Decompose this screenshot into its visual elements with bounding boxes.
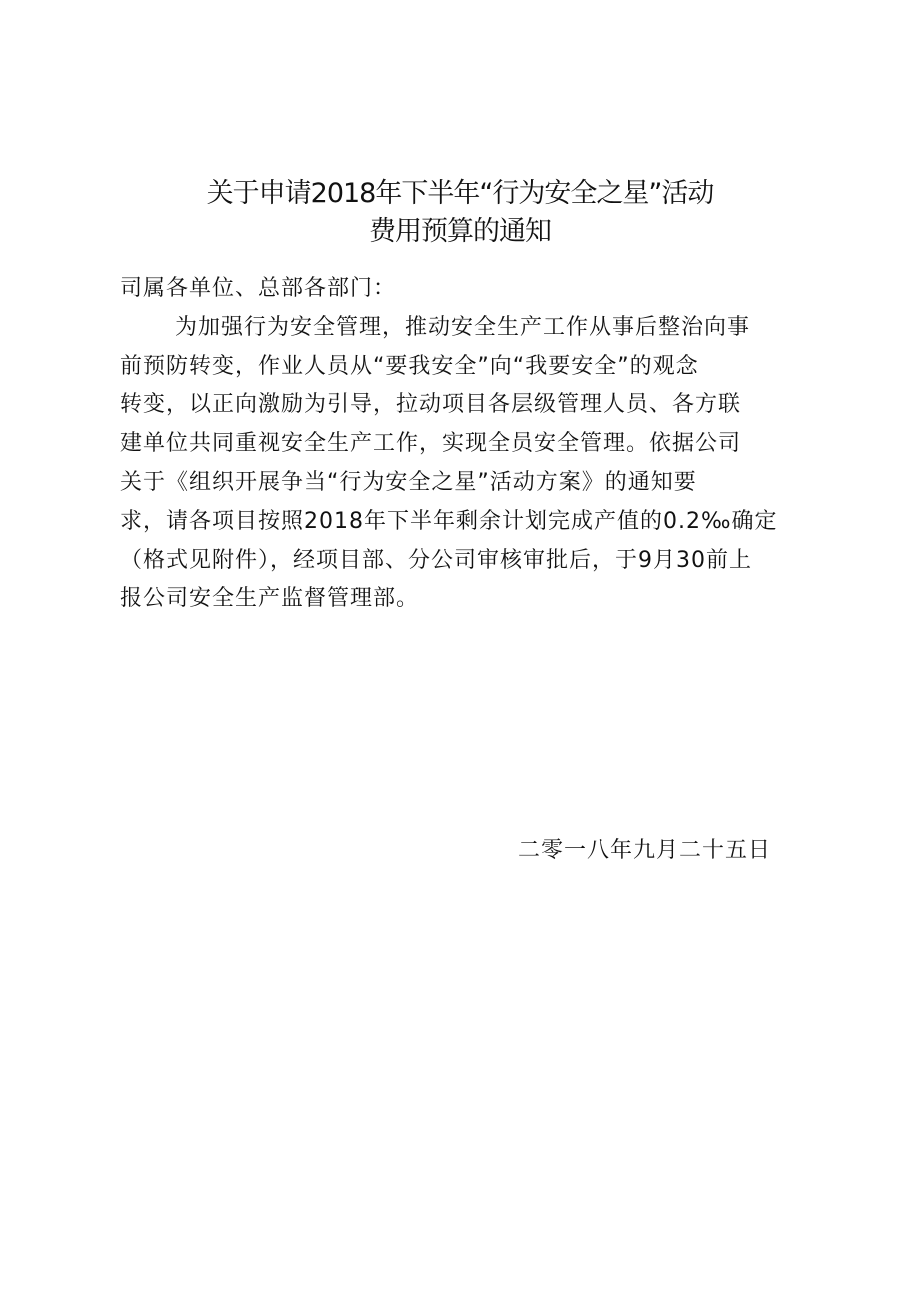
body-line: 前预防转变，作业人员从“要我安全”向“我要安全”的观念 xyxy=(120,353,699,379)
body-line: 为加强行为安全管理，推动安全生产工作从事后整治向事 xyxy=(175,314,751,340)
body-line: 转变，以正向激励为引导，拉动项目各层级管理人员、各方联 xyxy=(120,392,742,418)
document-date: 二零一八年九月二十五日 xyxy=(518,838,772,863)
document-title-line-1: 关于申请2018年下半年“行为安全之星”活动 xyxy=(206,178,714,209)
body-line: 关于《组织开展争当“行为安全之星”活动方案》的通知要 xyxy=(120,469,697,495)
body-line: 求，请各项目按照2018年下半年剩余计划完成产值的0.2‰确定 xyxy=(120,508,778,534)
body-line: （格式见附件），经项目部、分公司审核审批后，于9月30前上 xyxy=(120,547,752,573)
document-title-line-2: 费用预算的通知 xyxy=(369,216,551,247)
salutation: 司属各单位、总部各部门： xyxy=(120,276,397,301)
body-line: 建单位共同重视安全生产工作，实现全员安全管理。依据公司 xyxy=(120,431,742,457)
document-body xyxy=(120,270,810,619)
body-line: 报公司安全生产监督管理部。 xyxy=(120,586,420,612)
